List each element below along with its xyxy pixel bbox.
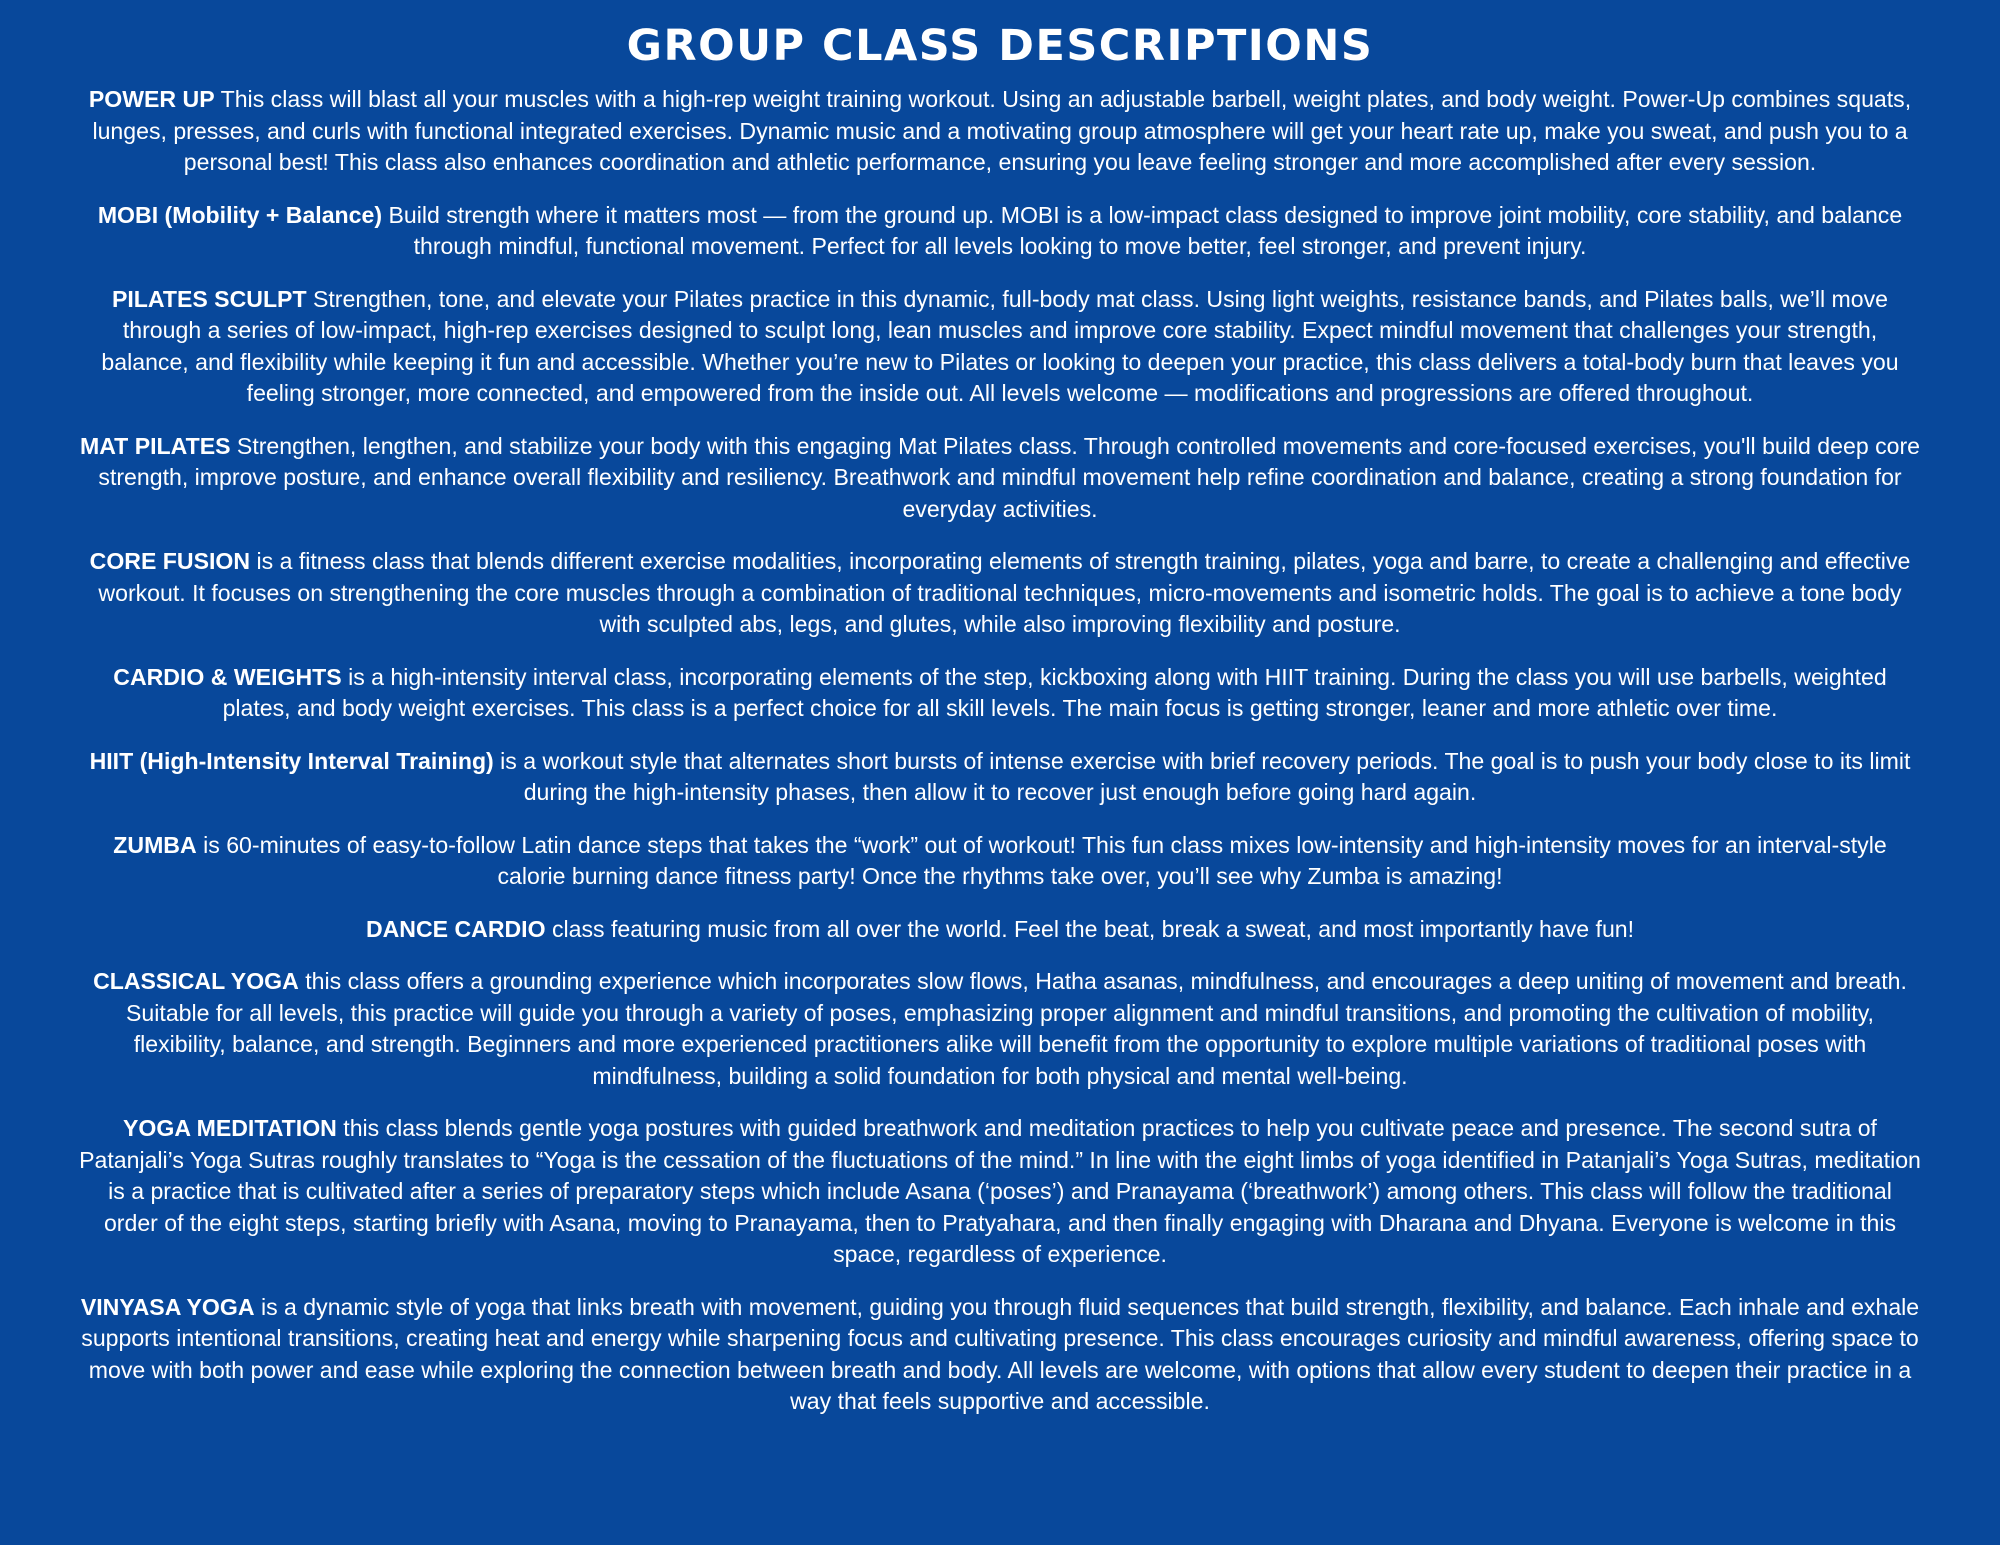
class-description: Strengthen, lengthen, and stabilize your body with this engaging Mat Pilates class. Through controlled movements and core-focused exercises, you'll build deep core strength, improve posture, and enhance overall flexibility and resiliency. Breathwork and mindful movement help refine coordination and balance, creating a strong foundation for everyday activities.: [98, 432, 1921, 522]
class-description: is a fitness class that blends different exercise modalities, incorporating elements of strength training, pilates, yoga and barre, to create a challenging and effective workout. It focuses on strengthening the core muscles through a combination of traditional techniques, micro-movements and isometric holds. The goal is to achieve a tone body with sculpted abs, legs, and glutes, while also improving flexibility and posture.: [98, 548, 1911, 637]
class-name: YOGA MEDITATION: [123, 1115, 337, 1141]
class-entry-hiit: [78, 746, 1922, 809]
class-name: HIIT (High-Intensity Interval Training): [89, 747, 494, 774]
class-entry-core-fusion: [78, 546, 1922, 641]
class-entry-dance-cardio: [78, 914, 1922, 946]
class-entry-zumba: [78, 830, 1922, 893]
class-description: Strengthen, tone, and elevate your Pilates practice in this dynamic, full-body mat class. Using light weights, resistance bands, and Pilates balls, we’ll move through a series of low-impact, high-rep exercises designed to sculpt long, lean muscles and improve core stability. Expect mindful movement that challenges your strength, balance, and flexibility while keeping it fun and accessible. Whether you’re new to Pilates or looking to deepen your practice, this class delivers a total-body burn that leaves you feeling stronger, more connected, and empowered from the inside out. All levels welcome — modifications and progressions are offered throughout.: [101, 285, 1899, 406]
page-title: GROUP CLASS DESCRIPTIONS: [626, 21, 1374, 71]
class-name: PILATES SCULPT: [111, 285, 307, 312]
class-description: class featuring music from all over the world. Feel the beat, break a sweat, and most importantly have fun!: [551, 915, 1635, 942]
class-entry-mat-pilates: [78, 431, 1922, 526]
class-name: MOBI (Mobility + Balance): [97, 201, 383, 228]
class-description: is a high-intensity interval class, incorporating elements of the step, kickboxing along with HIIT training. During the class you will use barbells, weighted plates, and body weight exercises. This class is a perfect choice for all skill levels. The main focus is getting stronger, leaner and more athletic over time.: [222, 663, 1887, 721]
class-name: VINYASA YOGA: [80, 1293, 255, 1320]
class-description: is a workout style that alternates short bursts of intense exercise with brief recovery periods. The goal is to push your body close to its limit during the high-intensity phases, then allow it to recover just enough before going hard again.: [500, 747, 1911, 805]
class-entry-mobi: [78, 200, 1922, 263]
class-description: is a dynamic style of yoga that links breath with movement, guiding you through fluid sequences that build strength, flexibility, and balance. Each inhale and exhale supports intentional transitions, creating heat and energy while sharpening focus and cultivating presence. This class encourages curiosity and mindful awareness, offering space to move with both power and ease while exploring the connection between breath and body. All levels are welcome, with options that allow every student to deepen their practice in a way that feels supportive and accessible.: [81, 1293, 1920, 1414]
class-description: Build strength where it matters most — from the ground up. MOBI is a low-impact class designed to improve joint mobility, core stability, and balance through mindful, functional movement. Perfect for all levels looking to move better, feel stronger, and prevent injury.: [388, 201, 1903, 259]
class-name: MAT PILATES: [79, 432, 231, 459]
class-entry-power-up: [78, 84, 1922, 179]
class-entry-yoga-meditation: [78, 1113, 1922, 1271]
class-description: is 60-minutes of easy-to-follow Latin dance steps that takes the “work” out of workout! This fun class mixes low-intensity and high-intensity moves for an interval-style calorie burning dance fitness party! Once the rhythms take over, you’ll see why Zumba is amazing!: [203, 831, 1887, 889]
class-entry-vinyasa-yoga: [78, 1292, 1922, 1418]
class-list: [78, 84, 1922, 1418]
class-entry-classical-yoga: [78, 966, 1922, 1092]
class-name: CORE FUSION: [89, 548, 251, 574]
class-name: POWER UP: [88, 86, 215, 112]
class-name: CLASSICAL YOGA: [93, 968, 299, 994]
class-description: this class offers a grounding experience which incorporates slow flows, Hatha asanas, mindfulness, and encourages a deep uniting of movement and breath. Suitable for all levels, this practice will guide you through a variety of poses, emphasizing proper alignment and mindful transitions, and promoting the cultivation of mobility, flexibility, balance, and strength. Beginners and more experienced practitioners alike will benefit from the opportunity to explore multiple variations of traditional poses with mindfulness, building a solid foundation for both physical and mental well-being.: [126, 968, 1907, 1089]
class-entry-pilates-sculpt: [78, 284, 1922, 410]
class-entry-cardio-weights: [78, 662, 1922, 725]
class-name: ZUMBA: [113, 831, 197, 858]
class-description: this class blends gentle yoga postures with guided breathwork and meditation practices to help you cultivate peace and presence. The second sutra of Patanjali’s Yoga Sutras roughly translates to “Yoga is the cessation of the fluctuations of the mind.” In line with the eight limbs of yoga identified in Patanjali’s Yoga Sutras, meditation is a practice that is cultivated after a series of preparatory steps which include Asana (‘poses’) and Pranayama (‘breathwork’) among others. This class will follow the traditional order of the eight steps, starting briefly with Asana, moving to Pranayama, then to Pratyahara, and then finally engaging with Dharana and Dhyana. Everyone is welcome in this space, regardless of experience.: [79, 1115, 1921, 1267]
class-name: DANCE CARDIO: [365, 915, 546, 942]
class-name: CARDIO & WEIGHTS: [113, 663, 342, 690]
class-description: This class will blast all your muscles with a high-rep weight training workout. Using an adjustable barbell, weight plates, and body weight. Power-Up combines squats, lunges, presses, and curls with functional integrated exercises. Dynamic music and a motivating group atmosphere will get your heart rate up, make you sweat, and push you to a personal best! This class also enhances coordination and athletic performance, ensuring you leave feeling stronger and more accomplished after every session.: [92, 86, 1912, 175]
